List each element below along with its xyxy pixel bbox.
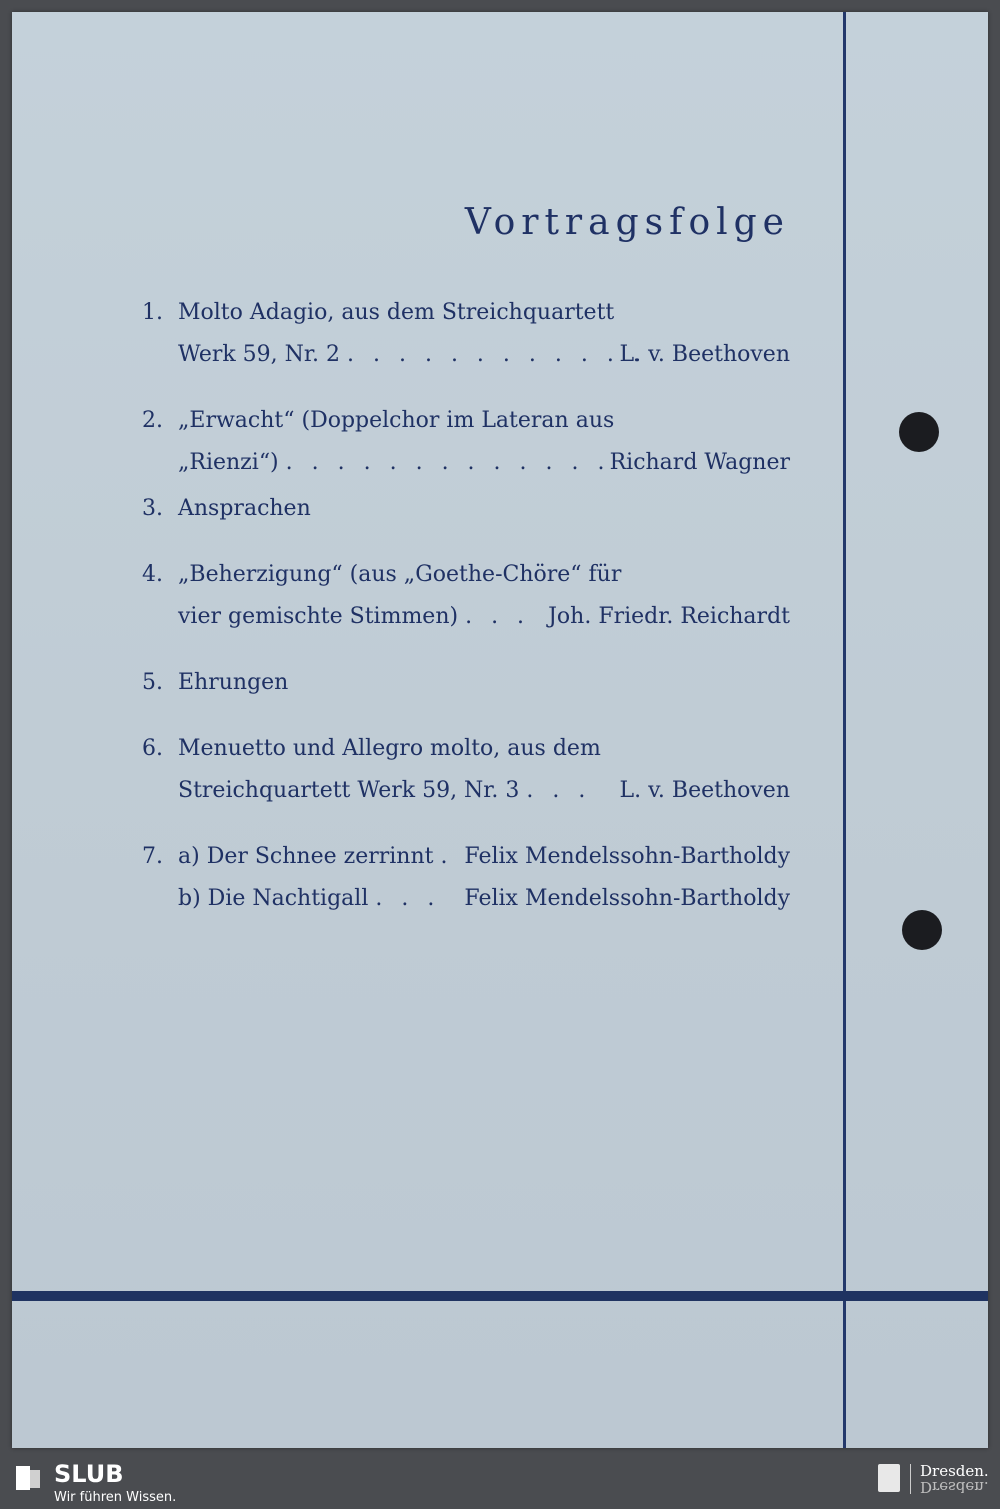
item-number: 4. [142, 562, 163, 587]
item-title: Molto Adagio, aus dem Streichquartett [178, 300, 615, 325]
leader-dots: . . . . . . . . . . . . [347, 342, 646, 367]
item-title-cont: vier gemischte Stimmen) [178, 604, 459, 629]
item-subtitle-b: b) Die Nachtigall [178, 886, 369, 911]
item-title: Menuetto und Allegro molto, aus dem [178, 736, 601, 761]
composer: Felix Mendelssohn-Bartholdy [464, 844, 790, 869]
item-title: „Erwacht“ (Doppelchor im Lateran aus [178, 408, 615, 433]
item-number: 5. [142, 670, 163, 695]
vertical-rule [843, 12, 846, 1448]
composer: Richard Wagner [609, 450, 790, 475]
punch-hole [902, 910, 942, 950]
program-item-4 [142, 554, 790, 638]
composer: Joh. Friedr. Reichardt [548, 604, 790, 629]
horizontal-rule [12, 1291, 988, 1301]
divider [910, 1464, 911, 1494]
item-title-cont: Streichquartett Werk 59, Nr. 3 [178, 778, 520, 803]
page-title: Vortragsfolge [464, 202, 790, 243]
program-sheet [12, 12, 988, 1448]
program-item-5 [142, 662, 790, 704]
program-item-1 [142, 292, 790, 376]
composer: Felix Mendelssohn-Bartholdy [464, 886, 790, 911]
brand-tagline: Wir führen Wissen. [54, 1490, 177, 1505]
leader-dots: . . . [375, 886, 441, 911]
item-title-cont: „Rienzi“) [178, 450, 279, 475]
program-item-2 [142, 400, 790, 484]
composer: L. v. Beethoven [619, 342, 790, 367]
program-item-6 [142, 728, 790, 812]
leader-dots: . . . . . . . . . . . . . [285, 450, 611, 475]
program-item-7 [142, 836, 790, 920]
program-list [142, 292, 790, 920]
item-number: 2. [142, 408, 163, 433]
item-title: Ansprachen [178, 496, 311, 521]
item-title: Ehrungen [178, 670, 289, 695]
item-number: 6. [142, 736, 163, 761]
item-subtitle-a: a) Der Schnee zerrinnt [178, 844, 434, 869]
partner-name-reflection: Dresden. [920, 1478, 989, 1496]
leader-dots: . . . [465, 604, 531, 629]
item-number: 7. [142, 844, 163, 869]
punch-hole [899, 412, 939, 452]
dresden-crest-icon [878, 1464, 900, 1492]
brand-name[interactable]: SLUB [54, 1460, 124, 1488]
leader-dots: . . . [526, 778, 592, 803]
slub-logo-icon [14, 1464, 44, 1492]
program-item-3 [142, 488, 790, 530]
item-number: 1. [142, 300, 163, 325]
leader-dots: . [440, 844, 454, 869]
item-title: „Beherzigung“ (aus „Goethe-Chöre“ für [178, 562, 622, 587]
partner-name[interactable]: Dresden. [920, 1462, 989, 1480]
item-title-cont: Werk 59, Nr. 2 [178, 342, 340, 367]
composer: L. v. Beethoven [619, 778, 790, 803]
viewer-footer [0, 1458, 1000, 1509]
item-number: 3. [142, 496, 163, 521]
